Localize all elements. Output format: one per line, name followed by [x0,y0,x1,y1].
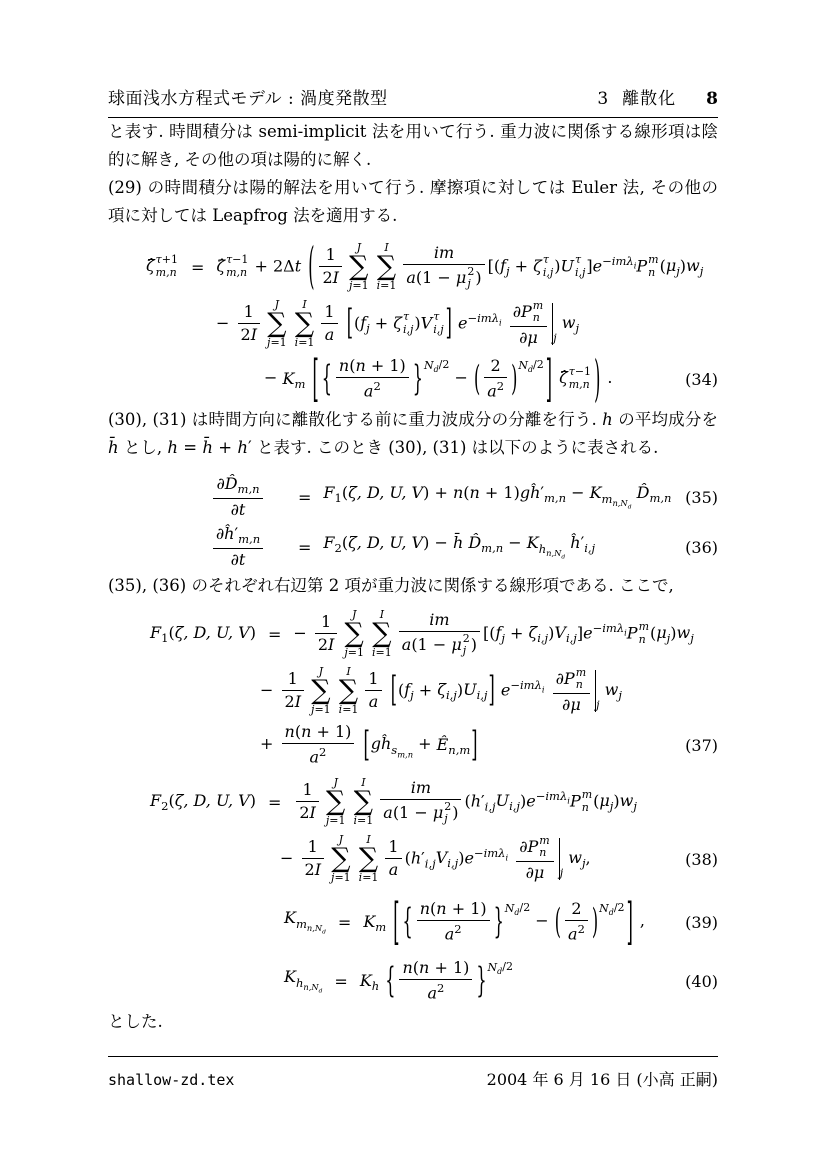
eq37-rhs-1: − $\frac{1}{2I}$ J ∑ j=1 I ∑ i=1 im a(1 − μ 2 j ) $[(f_j + \zeta_{i,j})V_{i,j}]e^{-im\lambda_i}P$ m n $(\mu_j)w_j$ [293,608,694,659]
equation-34-line-3 [108,348,718,408]
footer-filename: shallow-zd.tex [108,1071,235,1089]
equation-40 [108,954,718,1008]
eq37-rhs-2: − $\frac{1}{2I}$ J ∑ j=1 I ∑ i=1 $\frac{1}{a}$ $[(f_j + \zeta_{i,j})U_{i,j}]$ $e^{-im\lambda_i}$ ∂P m n ∂μ $_j$ $w_j$ [260,665,622,716]
eq37-rhs-3: + $\frac{n(n + 1)}{a^2}$ [$gĥ_{s_{m,n}}$ + $Ê_{n,m}$] [260,722,478,767]
eq40-lhs: $K_{h_{n,N_d}}$ [284,967,323,995]
equation-number-38: (38) [685,849,718,869]
equation-number-40: (40) [685,971,718,991]
header-title: 球面浅水方程式モデル : 渦度発散型 [108,89,388,109]
eq39-rhs: $K_m$ [ { $\frac{n(n + 1)}{a^2}$ }$^{N_d/2}$ − ( $\frac{2}{a^2}$ )$^{N_d/2}$ ] , [363,891,645,951]
equation-number-34: (34) [685,369,718,389]
paragraph-linear-terms: (35), (36) のそれぞれ右辺第 2 項が重力波に関係する線形項である. ここで, [108,576,674,595]
eq38-rhs-2: − $\frac{1}{2I}$ J ∑ j=1 I ∑ i=1 $\frac{1}{a}$ $(h'_{i,j}V_{i,j})e^{-im\lambda_i}$ ∂P m n ∂μ $_j$ $w_j$, [280,833,591,884]
equation-35 [108,472,718,522]
equation-37-line-2 [108,662,718,720]
equation-37 [108,606,718,770]
equation-number-37: (37) [685,735,718,755]
header-section-number: 3 [597,89,609,109]
equation-number-35: (35) [685,487,718,507]
equation-37-line-1 [108,606,718,662]
eq34-lhs: ζ̂ τ+1 m,n [146,253,178,279]
paragraph-time-integration: と表す. 時間積分は semi-implicit 法を用いて行う. 重力波に関係する線形項は陰的に解き, その他の項は陽的に解く. [108,122,718,169]
equation-39 [108,892,718,952]
header-section-title: 離散化 [622,89,677,109]
eq34-relation: = [190,257,205,277]
equation-36 [108,522,718,572]
eq35-lhs: $\frac{\partial D̂_{m,n}}{\partial t}$ [190,474,286,520]
eq36-rhs: $F_2(\zeta$, D, U, V) − h̄ $D̂_{m,n} - K_{h_{n,N_d}}$ $ĥ'_{i,j}$ [323,533,596,561]
header-page-number: 8 [706,89,718,109]
eq35-relation: = [298,487,312,507]
eq39-relation: = [337,912,352,932]
equations-35-36 [108,472,718,572]
eq34-rhs-1: ζ̂ τ−1 m,n + 2Δt ( $\frac{1}{2I}$ J ∑ j=1 I ∑ i=1 im a(1 − μ 2 j ) [($f_j + \zeta$ τ i,j )U τ i,j ]$e^{-im\lambda_i}P$ m n $(\mu_j)w_j$ [216,236,704,296]
paragraph-explicit-scheme: (29) の時間積分は陽的解法を用いて行う. 摩擦項に対しては Euler 法, その他の項に対しては Leapfrog 法を適用する. [108,178,718,225]
eq34-rhs-3: − $K_m$ [ { $\frac{n(n + 1)}{a^2}$ }$^{N_d/2}$ − ( $\frac{2}{a^2}$ )$^{N_d/2}$ ] ζ̂ τ−1 m,n ) . [264,348,613,408]
equation-34-line-2 [108,296,718,352]
eq37-lhs: $F_1(\zeta$, D, U, V) [150,622,256,646]
eq38-rhs-1: $\frac{1}{2I}$ J ∑ j=1 I ∑ i=1 im a(1 − μ 2 j ) $(h'_{i,j}U_{i,j})e^{-im\lambda_i}P$ m n $(\mu_j)w_j$ [293,777,637,827]
equation-38-line-1 [108,774,718,830]
eq39-lhs: $K_{m_{n,N_d}}$ [284,908,326,936]
eq38-relation: = [267,792,282,812]
page-header [108,0,718,118]
equation-38-line-2 [108,830,718,888]
equation-40-line [108,954,718,1008]
eq36-relation: = [298,537,312,557]
equation-number-36: (36) [685,537,718,557]
equation-39-line [108,892,718,952]
paragraph-gravity-wave-separation: (30), (31) は時間方向に離散化する前に重力波成分の分離を行う. h の平均成分を h̄ とし, h = h̄ + h′ と表す. このとき (30), (31) は以下のように表される. [108,410,718,457]
page-content [108,0,718,1036]
equation-37-line-3 [108,720,718,770]
eq37-relation: = [267,624,282,644]
equation-38 [108,774,718,888]
equation-34-line-1 [108,238,718,296]
equation-number-39: (39) [685,912,718,932]
eq40-relation: = [334,971,348,991]
eq36-lhs: $\frac{\partial ĥ'_{m,n}}{\partial t}$ [190,524,286,570]
footer-date: 2004 年 6 月 16 日 (小高 正嗣) [486,1070,718,1089]
page-footer [108,1056,718,1090]
equation-34 [108,238,718,406]
eq40-rhs: $K_h$ { $\frac{n(n + 1)}{a^2}$ }$^{N_d/2}$ [359,958,513,1003]
eq35-rhs: $F_1(\zeta$, D, U, $V) + n(n + 1)gĥ'_{m,n} - K_{m_{n,N_d}}$ $D̂_{m,n}$ [323,483,672,511]
eq38-lhs: $F_2(\zeta$, D, U, V) [150,790,256,814]
eq34-rhs-2: − $\frac{1}{2I}$ J ∑ j=1 I ∑ i=1 $\frac{1}{a}$ [($f_j + \zeta$ τ i,j )V τ i,j ] $e^{-im\lambda_i}$ ∂P m n ∂μ $_j$ $w_j$ [216,298,580,349]
paragraph-closing: とした. [108,1012,163,1031]
